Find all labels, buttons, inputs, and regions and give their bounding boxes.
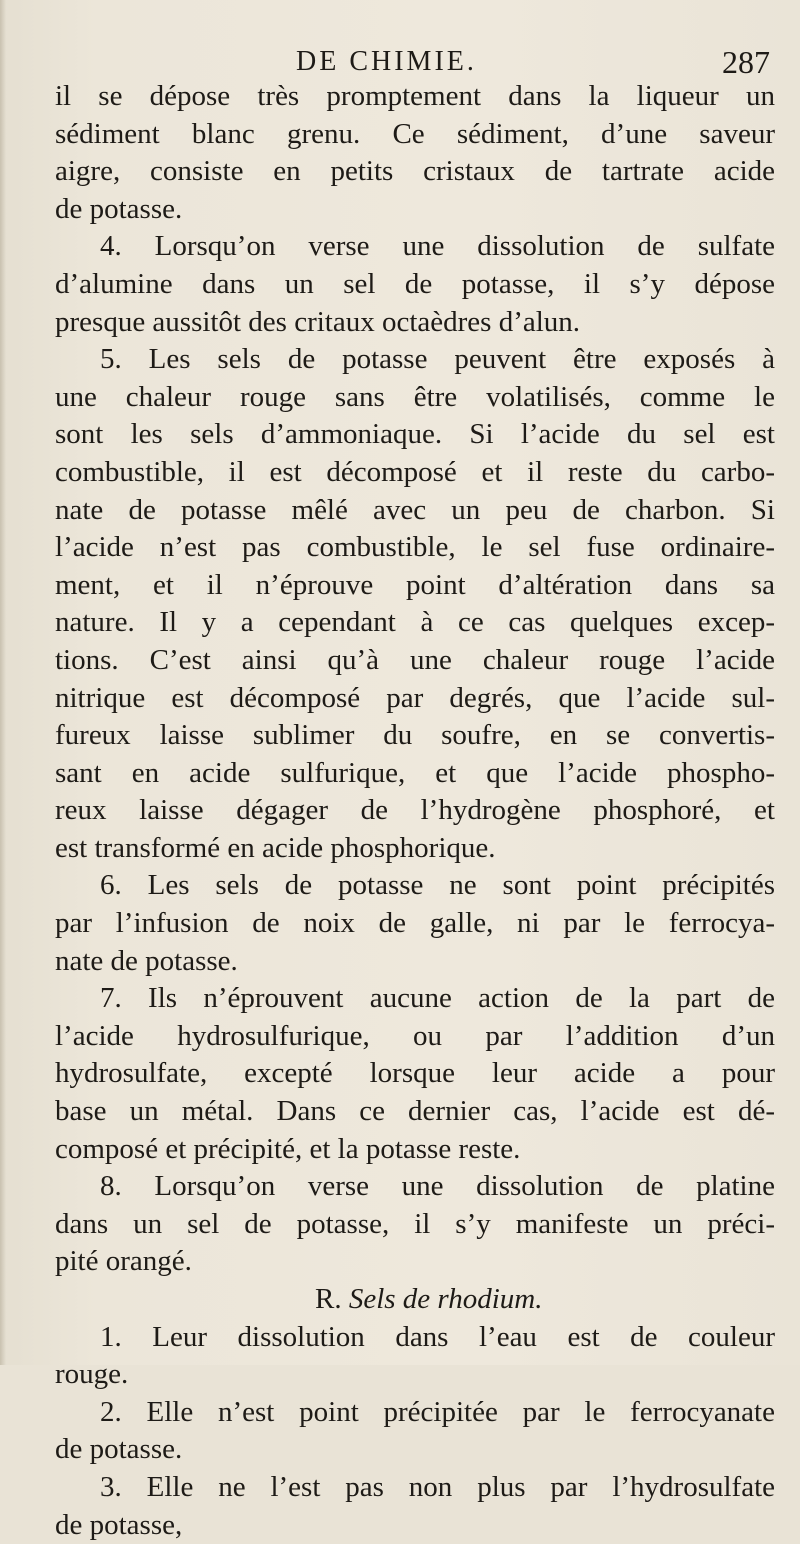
text-line: 1. Leur dissolution dans l’eau est de couleur <box>100 1320 775 1353</box>
section-title: Sels de rhodium. <box>348 1283 543 1315</box>
text-line: reux laisse dégager de l’hydrogène phosphoré, et <box>55 794 775 827</box>
running-title: DE CHIMIE. <box>296 46 477 77</box>
section-heading <box>55 1281 775 1319</box>
text-line: par l’infusion de noix de galle, ni par le ferrocya- <box>55 907 775 940</box>
text-line: 4. Lorsqu’on verse une dissolution de sulfate <box>100 230 775 263</box>
text-line: hydrosulfate, excepté lorsque leur acide a pour <box>55 1057 775 1090</box>
text-line: sédiment blanc grenu. Ce sédiment, d’une saveur <box>55 117 775 150</box>
text-line: une chaleur rouge sans être volatilisés, comme le <box>55 380 775 413</box>
text-line: aigre, consiste en petits cristaux de tartrate acide <box>55 155 775 188</box>
text-line: nate de potasse mêlé avec un peu de charbon. Si <box>55 493 775 526</box>
text-line: fureux laisse sublimer du soufre, en se convertis- <box>55 719 775 752</box>
running-head <box>0 36 800 80</box>
text-line: de potasse, <box>55 1508 183 1541</box>
text-line: dans un sel de potasse, il s’y manifeste un préci- <box>55 1207 775 1240</box>
text-line: composé et précipité, et la potasse reste. <box>55 1132 521 1165</box>
text-line: 7. Ils n’éprouvent aucune action de la part de <box>100 982 775 1015</box>
text-line: rouge. <box>55 1358 129 1391</box>
text-line: nate de potasse. <box>55 944 238 977</box>
text-line: de potasse. <box>55 1433 183 1466</box>
page-number: 287 <box>722 44 770 80</box>
text-line: 8. Lorsqu’on verse une dissolution de platine <box>100 1170 775 1203</box>
text-line: l’acide n’est pas combustible, le sel fuse ordinaire- <box>55 531 775 564</box>
section-letter: R. <box>315 1283 342 1315</box>
text-line: base un métal. Dans ce dernier cas, l’acide est dé- <box>55 1095 775 1128</box>
text-line: sont les sels d’ammoniaque. Si l’acide du sel est <box>55 418 775 451</box>
text-line: l’acide hydrosulfurique, ou par l’addition d’un <box>55 1019 775 1052</box>
text-line: nitrique est décomposé par degrés, que l’acide sul- <box>55 681 775 714</box>
page-edge-shadow <box>0 0 6 1365</box>
text-line: d’alumine dans un sel de potasse, il s’y dépose <box>55 267 775 300</box>
text-line: combustible, il est décomposé et il reste du carbo- <box>55 455 775 488</box>
text-line: 3. Elle ne l’est pas non plus par l’hydrosulfate <box>100 1470 775 1503</box>
text-line: presque aussitôt des critaux octaèdres d’alun. <box>55 305 581 338</box>
text-line: 5. Les sels de potasse peuvent être exposés à <box>100 343 775 376</box>
text-line: de potasse. <box>55 192 183 225</box>
text-line: 2. Elle n’est point précipitée par le ferrocyanate <box>100 1395 775 1428</box>
text-line: sant en acide sulfurique, et que l’acide phospho- <box>55 756 775 789</box>
text-line: 6. Les sels de potasse ne sont point précipités <box>100 869 775 902</box>
text-line: pité orangé. <box>55 1245 192 1278</box>
text-line: tions. C’est ainsi qu’à une chaleur rouge l’acide <box>55 643 775 676</box>
text-line: ment, et il n’éprouve point d’altération dans sa <box>55 568 775 601</box>
body-text <box>55 78 775 1544</box>
text-line: nature. Il y a cependant à ce cas quelques excep- <box>55 606 775 639</box>
text-line: est transformé en acide phosphorique. <box>55 831 496 864</box>
text-line: il se dépose très promptement dans la liqueur un <box>55 80 775 112</box>
